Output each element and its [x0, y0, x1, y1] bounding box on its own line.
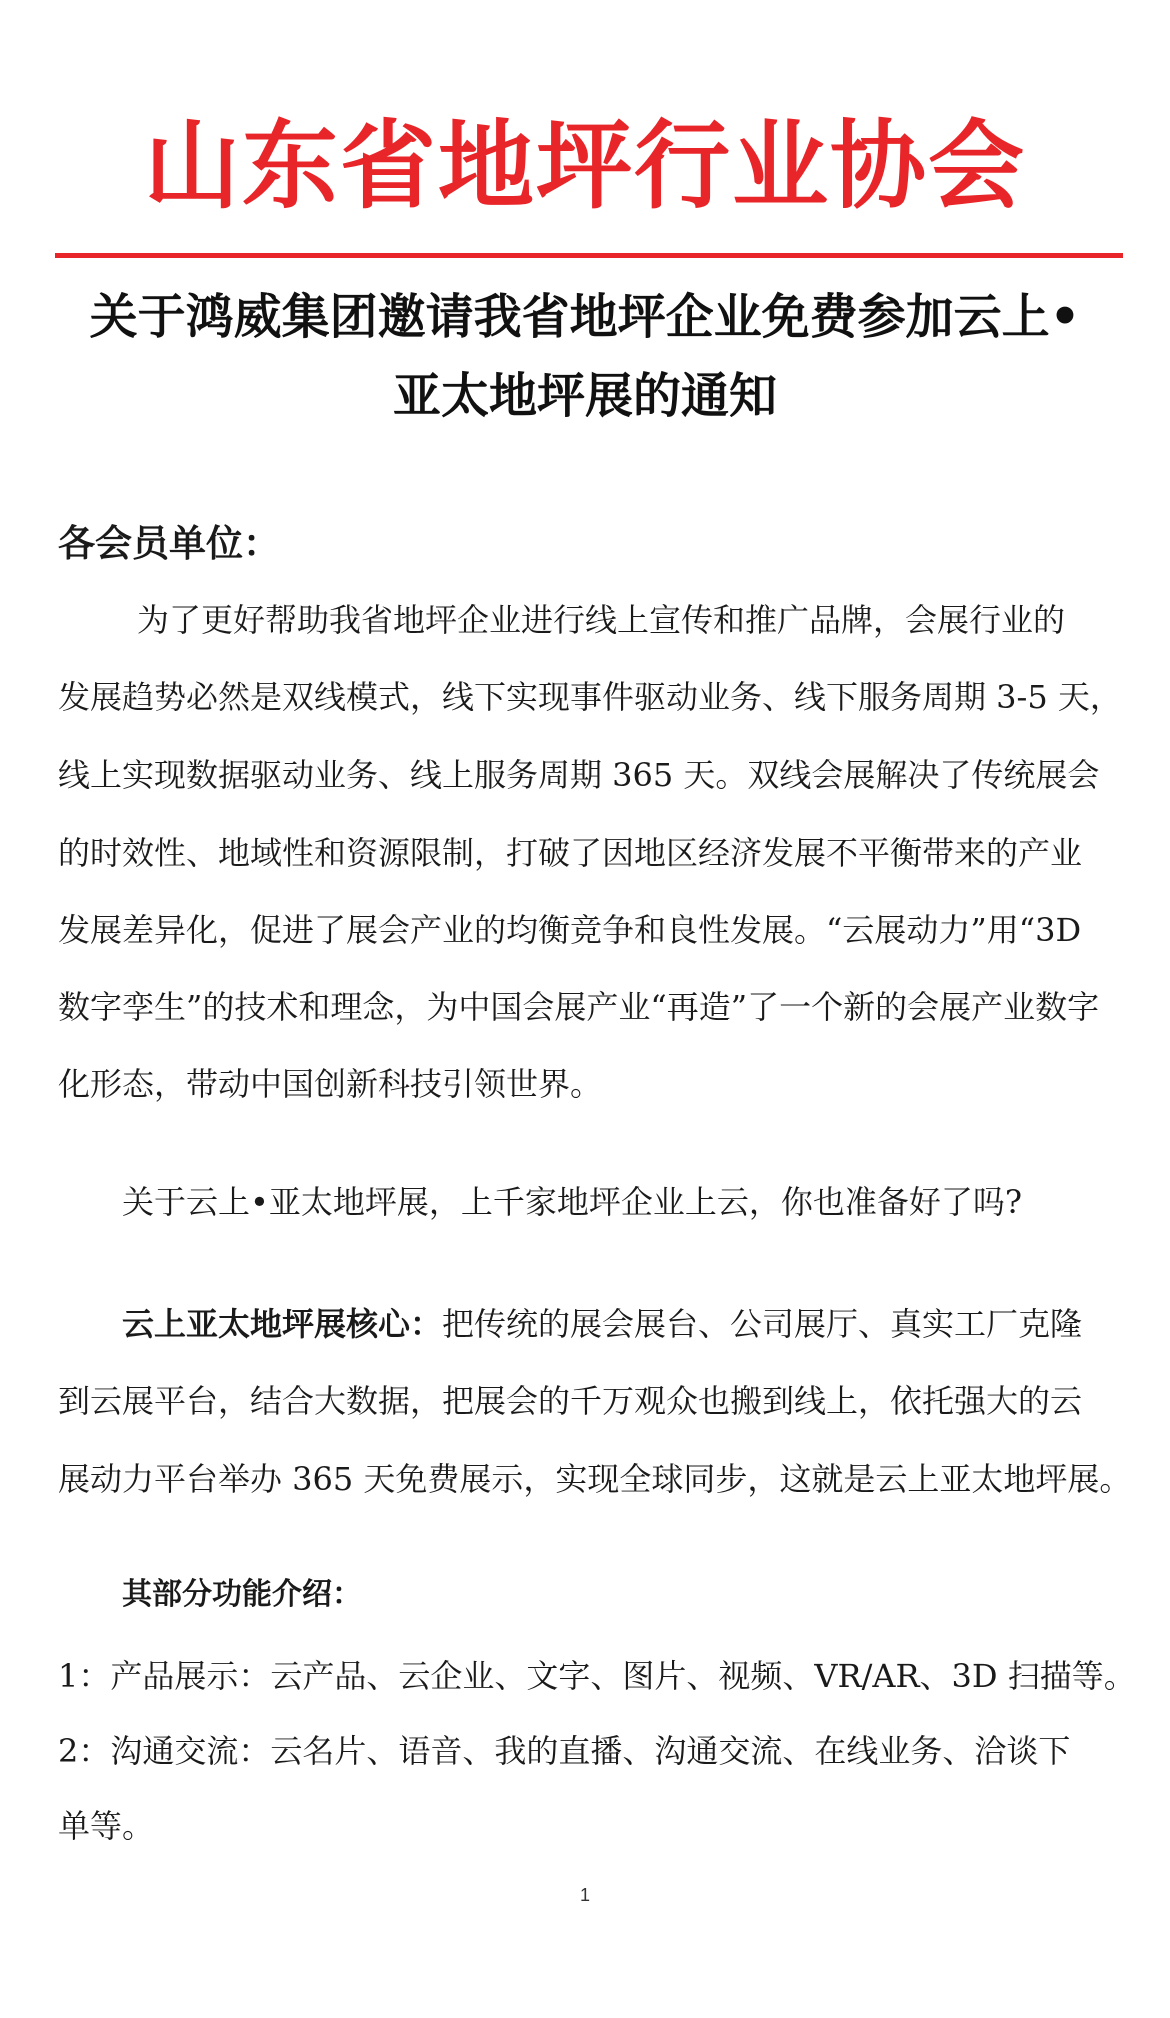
paragraph-line: 发展差异化，促进了展会产业的均衡竞争和良性发展。“云展动力”用“3D	[58, 911, 1082, 949]
paragraph-line: 为了更好帮助我省地坪企业进行线上宣传和推广品牌，会展行业的	[137, 601, 1066, 639]
paragraph-line: 发展趋势必然是双线模式，线下实现事件驱动业务、线下服务周期 3-5 天，	[58, 678, 1122, 716]
paragraph-line: 展动力平台举办 365 天免费展示，实现全球同步，这就是云上亚太地坪展。	[58, 1460, 1132, 1498]
list-item: 2：沟通交流：云名片、语音、我的直播、沟通交流、在线业务、洽谈下	[58, 1732, 1071, 1770]
paragraph-line: 线上实现数据驱动业务、线上服务周期 365 天。双线会展解决了传统展会	[58, 756, 1100, 794]
paragraph-line: 的时效性、地域性和资源限制，打破了因地区经济发展不平衡带来的产业	[58, 834, 1083, 872]
notice-title-line-1: 关于鸿威集团邀请我省地坪企业免费参加云上•	[89, 289, 1081, 345]
paragraph-line: 到云展平台，结合大数据，把展会的千万观众也搬到线上，依托强大的云	[58, 1382, 1083, 1420]
page-number: 1	[579, 1885, 590, 1905]
features-heading: 其部分功能介绍：	[122, 1577, 362, 1612]
salutation: 各会员单位：	[58, 522, 280, 565]
list-item-continuation: 单等。	[58, 1807, 155, 1845]
notice-title-line-2: 亚太地坪展的通知	[392, 368, 777, 424]
organization-title: 山东省地坪行业协会	[144, 110, 1026, 222]
paragraph-line	[122, 1305, 1083, 1343]
core-text: 把传统的展会展台、公司展厅、真实工厂克隆	[442, 1305, 1083, 1343]
paragraph-line: 化形态，带动中国创新科技引领世界。	[58, 1065, 603, 1103]
list-item: 1：产品展示：云产品、云企业、文字、图片、视频、VR/AR、3D 扫描等。	[58, 1657, 1136, 1695]
question-paragraph: 关于云上•亚太地坪展，上千家地坪企业上云，你也准备好了吗?	[122, 1183, 1023, 1221]
header-divider	[55, 253, 1123, 258]
paragraph-line: 数字孪生”的技术和理念，为中国会展产业“再造”了一个新的会展产业数字	[58, 988, 1100, 1026]
core-label: 云上亚太地坪展核心：	[122, 1305, 443, 1343]
